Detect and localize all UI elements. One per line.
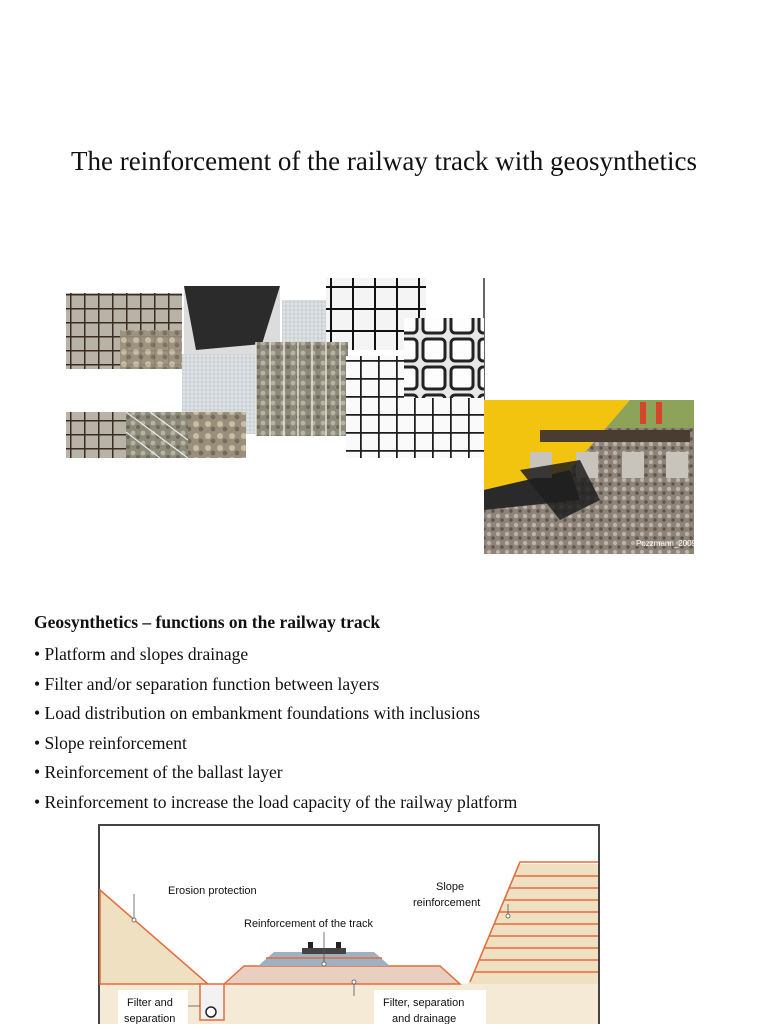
track-cross-section-diagram (98, 824, 600, 1024)
label-erosion-protection: Erosion protection (168, 885, 257, 897)
label-filter-separation: Filter, separation (383, 997, 465, 1009)
label-slope: Slope (436, 881, 465, 893)
list-item: • Slope reinforcement (34, 729, 517, 759)
label-separation: separation (124, 1013, 176, 1024)
label-track-reinforcement: Reinforcement of the track (244, 918, 374, 930)
list-item: • Platform and slopes drainage (34, 640, 517, 670)
list-item: • Reinforcement of the ballast layer (34, 758, 517, 788)
functions-heading: Geosynthetics – functions on the railway track (34, 612, 381, 632)
page-title: The reinforcement of the railway track with geosynthetics (70, 146, 697, 176)
list-item: • Load distribution on embankment foundations with inclusions (34, 699, 517, 729)
label-and-drainage: and drainage (392, 1013, 457, 1024)
photo-credit: Pozzmann_2009 (636, 539, 697, 548)
functions-list (34, 640, 517, 817)
label-filter-and: Filter and (127, 997, 173, 1009)
label-slope-reinforcement: reinforcement (413, 897, 481, 909)
list-item: • Reinforcement to increase the load capacity of the railway platform (34, 788, 517, 818)
list-item: • Filter and/or separation function between layers (34, 670, 517, 700)
